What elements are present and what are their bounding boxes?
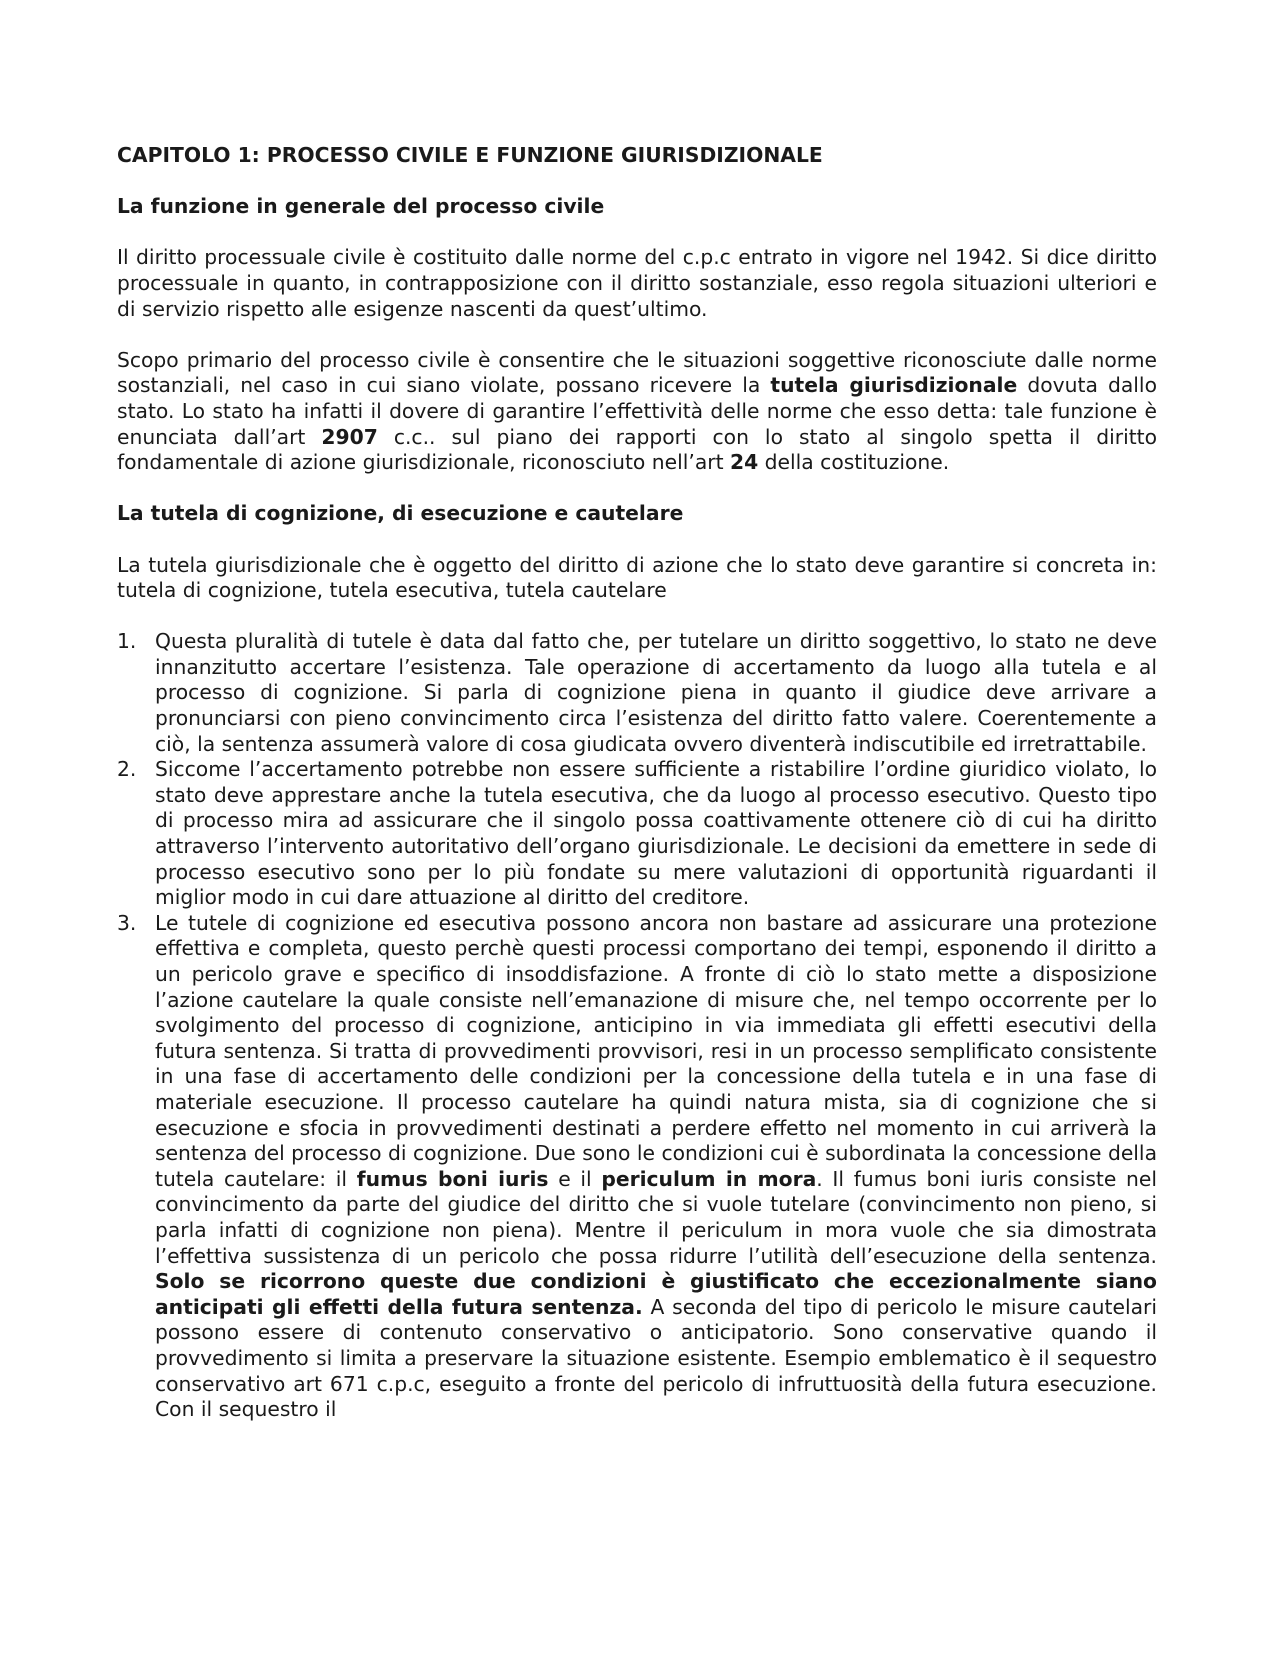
section-heading-funzione: La funzione in generale del processo civile	[117, 194, 605, 219]
text-run: e il	[548, 1166, 602, 1191]
bold-article-number: 24	[730, 450, 759, 475]
text-run: . Il fumus boni iuris consiste nel convincimento da parte del giudice del diritto che si vuole tutelare (convincimento non pieno, si parla infatti di cognizione non piena). Mentre il periculum in mora vuole che sia dimostrata l’effettiva sussistenza di un pericolo che possa ridurre l’utilità dell’esecuzione della sentenza.	[155, 1166, 1157, 1268]
paragraph-tutela-intro: La tutela giurisdizionale che è oggetto del diritto di azione che lo stato deve garantire si concreta in: tutela di cognizione, tutela esecutiva, tutela cautelare	[117, 552, 1157, 603]
paragraph-diritto-processuale: Il diritto processuale civile è costituito dalle norme del c.p.c entrato in vigore nel 1942. Si dice diritto processuale in quanto, in contrapposizione con il diritto sostanziale, esso regola situazioni ulteriori e di servizio rispetto alle esigenze nascenti da quest’ultimo.	[117, 245, 1157, 321]
list-item-text: Questa pluralità di tutele è data dal fatto che, per tutelare un diritto soggettivo, lo stato ne deve innanzitutto accertare l’esistenza. Tale operazione di accertamento da luogo alla tutela e al processo di cognizione. Si parla di cognizione piena in quanto il giudice deve arrivare a pronunciarsi con pieno convincimento circa l’esistenza del diritto fatto valere. Coerentemente a ciò, la sentenza assumerà valore di cosa giudicata ovvero diventerà indiscutibile ed irretrattabile.	[155, 629, 1157, 756]
document-page	[117, 143, 1157, 1423]
list-number: 3.	[117, 910, 137, 935]
chapter-title: CAPITOLO 1: PROCESSO CIVILE E FUNZIONE GIURISDIZIONALE	[117, 143, 823, 167]
text-run: Le tutele di cognizione ed esecutiva possono ancora non bastare ad assicurare una protezione effettiva e completa, questo perchè questi processi comportano dei tempi, esponendo il diritto a un pericolo grave e specifico di insoddisfazione. A fronte di ciò lo stato mette a disposizione l’azione cautelare la quale consiste nell’emanazione di misure che, nel tempo occorrente per lo svolgimento del processo di cognizione, anticipino in via immediata gli effetti esecutivi della futura sentenza. Si tratta di provvedimenti provvisori, resi in un processo semplificato consistente in una fase di accertamento delle condizioni per la concessione della tutela e in una fase di materiale esecuzione. Il processo cautelare ha quindi natura mista, sia di cognizione che si esecuzione e sfocia in provvedimenti destinati a perdere effetto nel momento in cui arriverà la sentenza del processo di cognizione. Due sono le condizioni cui è subordinata la concessione della tutela cautelare: il	[155, 910, 1157, 1191]
bold-term: fumus boni iuris	[356, 1166, 549, 1191]
text-run: Scopo primario del processo civile è consentire che le situazioni soggettive riconosciute dalle norme sostanziali, nel caso in cui siano violate, possano ricevere la	[117, 347, 1157, 398]
text-run: dovuta dallo stato. Lo stato ha infatti il dovere di garantire l’effettività delle norme che esso detta: tale funzione è enunciata dall’art	[117, 373, 1157, 449]
paragraph-scopo-primario	[117, 348, 1157, 476]
list-item	[117, 757, 1157, 911]
list-number: 1.	[117, 629, 137, 654]
text-run: della costituzione.	[758, 450, 950, 475]
text-run: c.c.. sul piano dei rapporti con lo stato al singolo spetta il diritto fondamentale di azione giurisdizionale, riconosciuto nell’art	[117, 424, 1158, 475]
text-run: A seconda del tipo di pericolo le misure cautelari possono essere di contenuto conservativo o anticipatorio. Sono conservative quando il provvedimento si limita a preservare la situazione esistente. Esempio emblematico è il sequestro conservativo art 671 c.p.c, eseguito a fronte del pericolo di infruttuosità della futura esecuzione. Con il sequestro il	[155, 1294, 1157, 1422]
bold-article-number: 2907	[321, 424, 378, 449]
list-item	[117, 629, 1157, 757]
list-number: 2.	[117, 757, 137, 782]
list-item	[117, 911, 1157, 1423]
bold-term: tutela giurisdizionale	[770, 373, 1018, 398]
bold-term: periculum in mora	[601, 1166, 817, 1191]
section-heading-tutela: La tutela di cognizione, di esecuzione e cautelare	[117, 501, 684, 526]
numbered-list	[117, 629, 1157, 1422]
bold-sentence: Solo se ricorrono queste due condizioni è giustificato che eccezionalmente siano anticipati gli effetti della futura sentenza.	[155, 1269, 1157, 1319]
list-item-text: Siccome l’accertamento potrebbe non essere sufficiente a ristabilire l’ordine giuridico violato, lo stato deve apprestare anche la tutela esecutiva, che da luogo al processo esecutivo. Questo tipo di processo mira ad assicurare che il singolo possa coattivamente ottenere ciò di cui ha diritto attraverso l’intervento autoritativo dell’organo giurisdizionale. Le decisioni da emettere in sede di processo esecutivo sono per lo più fondate su mere valutazioni di opportunità riguardanti il miglior modo in cui dare attuazione al diritto del creditore.	[155, 757, 1157, 910]
